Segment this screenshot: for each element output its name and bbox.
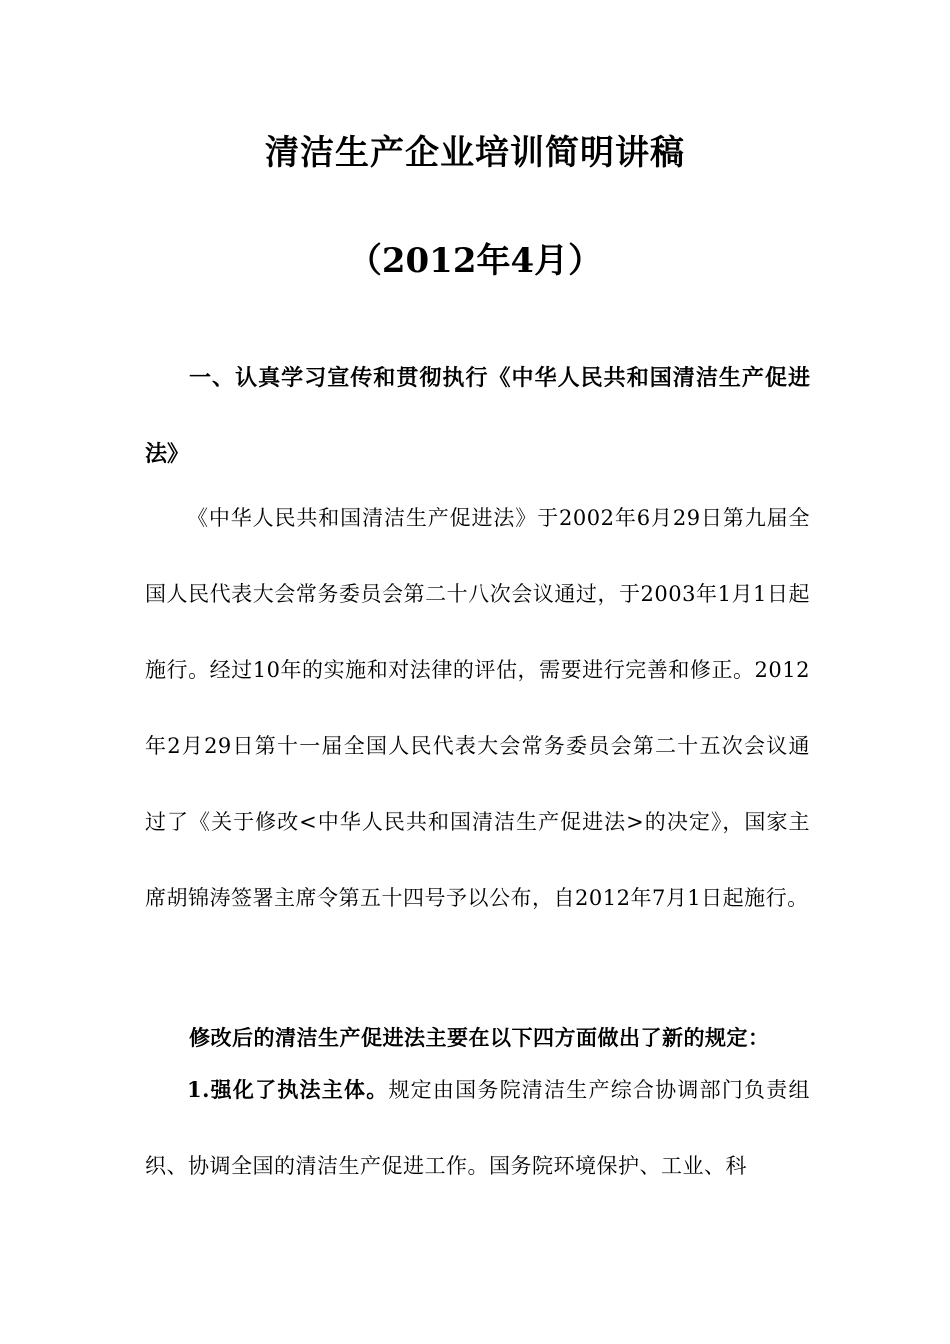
document-date: （2012年4月）	[347, 241, 603, 281]
body-paragraph: 《中华人民共和国清洁生产促进法》于2002年6月29日第九届全国人民代表大会常务委员会第二十八次会议通过，于2003年1月1日起施行。经过10年的实施和对法律的评估，需要进行完善和修正。2012年2月29日第十一届全国人民代表大会常务委员会第二十五次会议通过了《关于修改<中华人民共和国清洁生产促进法>的决定》，国家主席胡锦涛签署主席令第五十四号予以公布，自2012年7月1日起施行。	[145, 506, 810, 910]
point-lead: 1.强化了执法主体。	[187, 1077, 389, 1102]
point-paragraph	[145, 1052, 810, 1204]
document-title: 清洁生产企业培训简明讲稿	[265, 133, 685, 173]
summary-paragraph: 修改后的清洁生产促进法主要在以下四方面做出了新的规定：	[189, 1025, 770, 1050]
point-text: 规定由国务院清洁生产综合协调部门负责组织、协调全国的清洁生产促进工作。国务院环境保护、工业、科	[145, 1078, 810, 1178]
section-heading: 一、认真学习宣传和贯彻执行《中华人民共和国清洁生产促进法》	[145, 365, 810, 467]
